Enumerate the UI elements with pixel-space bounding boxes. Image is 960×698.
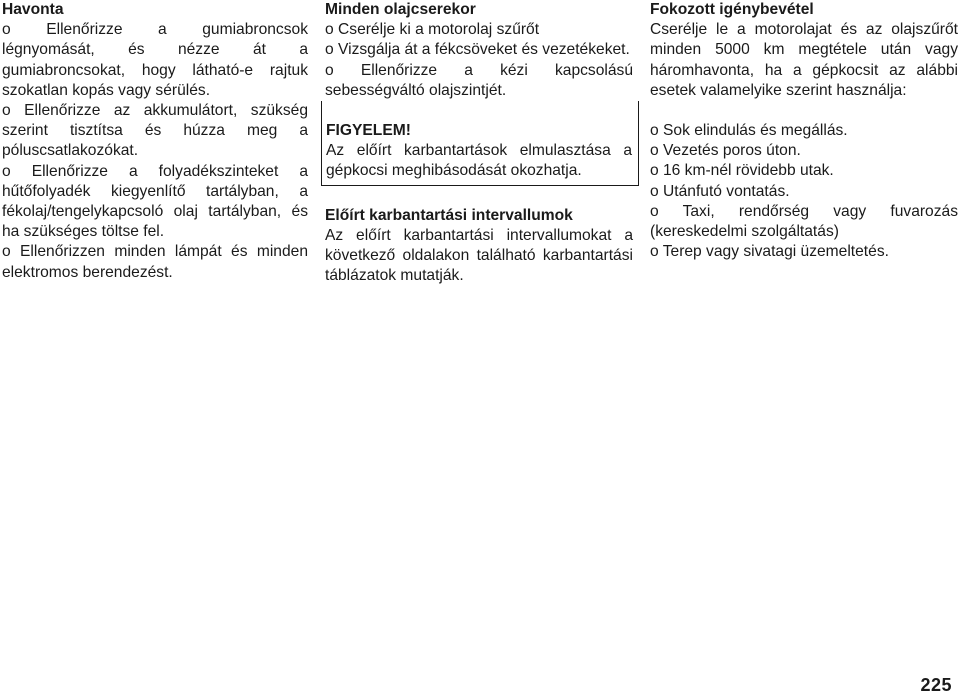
column-oil-change (325, 0, 633, 286)
column-monthly (2, 0, 308, 283)
section-title-intervals: Előírt karbantartási intervallumok (325, 206, 573, 224)
list-item: o Ellenőrizzen minden lámpát és minden elektromos berendezést. (2, 243, 308, 281)
section-title-severe-use: Fokozott igénybevétel (650, 1, 814, 18)
warning-title: FIGYELEM! (326, 122, 411, 140)
page-number: 225 (920, 675, 952, 695)
list-item: o Terep vagy sivatagi üzemeltetés. (650, 243, 889, 261)
list-item: o Cserélje ki a motorolaj szűrőt (325, 21, 540, 39)
list-item: o Vizsgálja át a fékcsöveket és vezetékeket. (325, 41, 630, 59)
column-severe-use (650, 0, 958, 262)
section-title-monthly: Havonta (2, 1, 64, 18)
severe-use-intro: Cserélje le a motorolajat és az olajszűrőt minden 5000 km megtétele után vagy háromhavonta, ha a gépkocsit az alábbi esetek valamelyike szerint használja: (650, 21, 958, 99)
section-title-oil-change: Minden olajcserekor (325, 1, 476, 18)
list-item: o Ellenőrizze a kézi kapcsolású sebességváltó olajszintjét. (325, 61, 633, 99)
list-item: o Ellenőrizze a gumiabroncsok légnyomását, és nézze át a gumiabroncsokat, hogy látható-e rajtuk szokatlan kopás vagy sérülés. (2, 21, 308, 99)
list-item: o Sok elindulás és megállás. (650, 122, 848, 140)
warning-box (321, 101, 639, 186)
list-item: o Ellenőrizze az akkumulátort, szükség szerint tisztítsa és húzza meg a póluscsatlakozókat. (2, 102, 308, 160)
warning-text: Az előírt karbantartások elmulasztása a gépkocsi meghibásodását okozhatja. (326, 142, 632, 180)
list-item: o Ellenőrizze a folyadékszinteket a hűtőfolyadék kiegyenlítő tartályban, a fékolaj/tengelykapcsoló olaj tartályban, és ha szükséges töltse fel. (2, 162, 308, 241)
list-item: o Vezetés poros úton. (650, 142, 801, 160)
list-item: o Taxi, rendőrség vagy fuvarozás (kereskedelmi szolgáltatás) (650, 202, 958, 241)
list-item: o Utánfutó vontatás. (650, 182, 790, 200)
list-item: o 16 km-nél rövidebb utak. (650, 162, 834, 180)
intervals-text: Az előírt karbantartási intervallumokat a következő oldalakon található karbantartási táblázatok mutatják. (325, 226, 633, 285)
